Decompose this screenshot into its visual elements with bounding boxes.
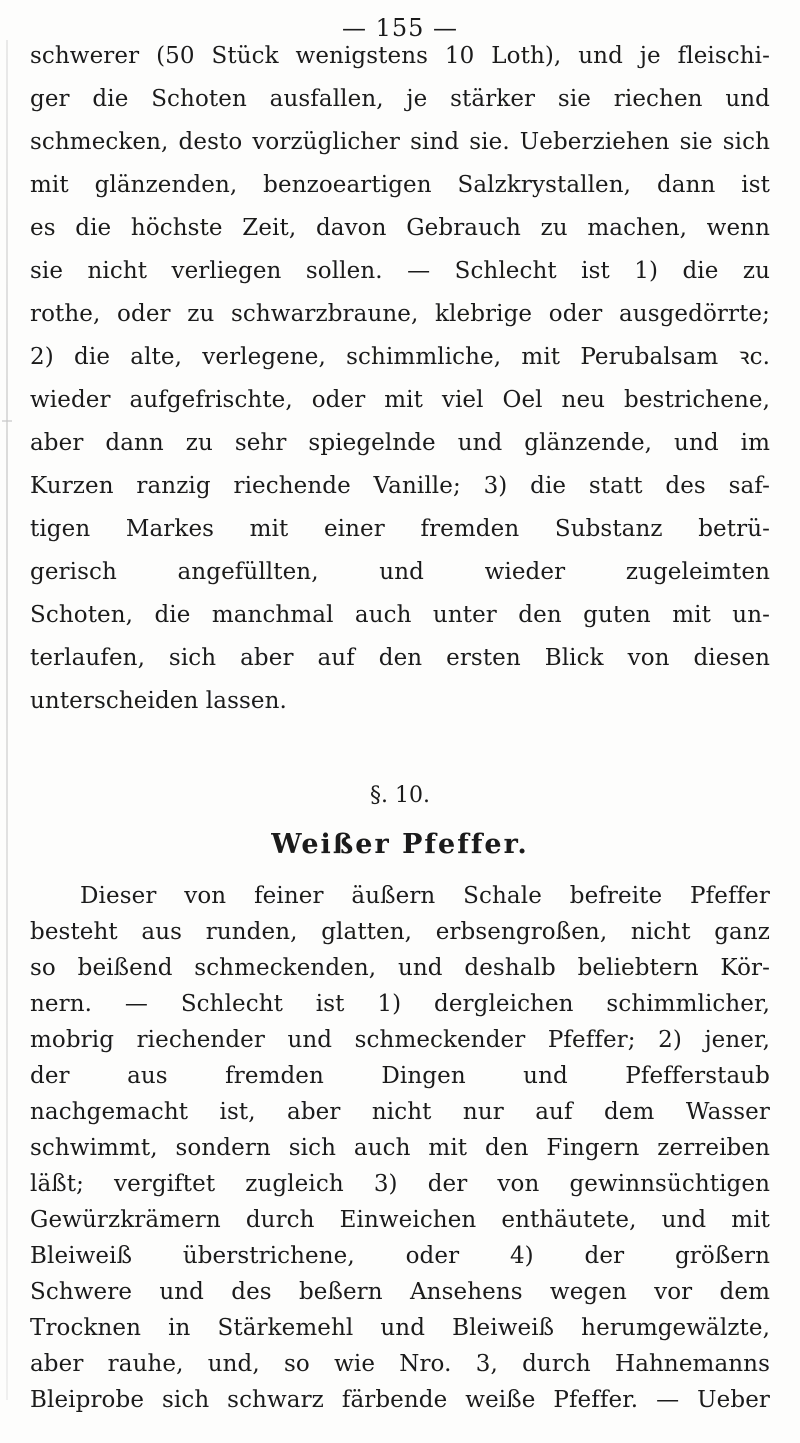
text-line: wieder aufgefrischte, oder mit viel Oel neu bestrichene, bbox=[30, 387, 770, 413]
text-line: Schoten, die manchmal auch unter den guten mit un- bbox=[30, 602, 770, 628]
text-line: der aus fremden Dingen und Pfefferstaub bbox=[30, 1063, 770, 1089]
text-line: ger die Schoten ausfallen, je stärker sie riechen und bbox=[30, 86, 770, 112]
page-number: — 155 — bbox=[341, 14, 459, 42]
text-line: aber rauhe, und, so wie Nro. 3, durch Hahnemanns bbox=[30, 1351, 770, 1377]
section-title: Weißer Pfeffer. bbox=[271, 829, 529, 860]
text-line: mit glänzenden, benzoeartigen Salzkrystallen, dann ist bbox=[30, 172, 770, 198]
text-line: tigen Markes mit einer fremden Substanz betrü- bbox=[30, 516, 770, 542]
text-line: mobrig riechender und schmeckender Pfeffer; 2) jener, bbox=[30, 1027, 770, 1053]
text-line: gerisch angefüllten, und wieder zugeleimten bbox=[30, 559, 770, 585]
binding-shadow bbox=[6, 40, 8, 1400]
text-line: rothe, oder zu schwarzbraune, klebrige oder ausgedörrte; bbox=[30, 301, 770, 327]
text-line: Schwere und des beßern Ansehens wegen vor dem bbox=[30, 1279, 770, 1305]
section-number: §. 10. bbox=[370, 783, 430, 808]
text-line: terlaufen, sich aber auf den ersten Blick von diesen bbox=[30, 645, 770, 671]
text-line: 2) die alte, verlegene, schimmliche, mit Perubalsam ꝛc. bbox=[30, 344, 770, 370]
text-line: schmecken, desto vorzüglicher sind sie. Ueberziehen sie sich bbox=[30, 129, 770, 155]
text-line: läßt; vergiftet zugleich 3) der von gewinnsüchtigen bbox=[30, 1171, 770, 1197]
text-line: schwimmt, sondern sich auch mit den Fingern zerreiben bbox=[30, 1135, 770, 1161]
text-line: nachgemacht ist, aber nicht nur auf dem Wasser bbox=[30, 1099, 770, 1125]
text-line: sie nicht verliegen sollen. — Schlecht ist 1) die zu bbox=[30, 258, 770, 284]
text-line: so beißend schmeckenden, und deshalb beliebtern Kör- bbox=[30, 955, 770, 981]
text-line: Trocknen in Stärkemehl und Bleiweiß herumgewälzte, bbox=[30, 1315, 770, 1341]
text-line: schwerer (50 Stück wenigstens 10 Loth), und je fleischi- bbox=[30, 43, 770, 69]
text-line: Dieser von feiner äußern Schale befreite Pfeffer bbox=[80, 883, 770, 909]
text-line: Bleiprobe sich schwarz färbende weiße Pfeffer. — Ueber bbox=[30, 1387, 770, 1413]
text-line: Bleiweiß überstrichene, oder 4) der größern bbox=[30, 1243, 770, 1269]
text-line: nern. — Schlecht ist 1) dergleichen schimmlicher, bbox=[30, 991, 770, 1017]
text-line: unterscheiden lassen. bbox=[30, 688, 287, 714]
binding-mark bbox=[2, 420, 12, 422]
text-line: Gewürzkrämern durch Einweichen enthäutete, und mit bbox=[30, 1207, 770, 1233]
text-line: es die höchste Zeit, davon Gebrauch zu machen, wenn bbox=[30, 215, 770, 241]
text-line: aber dann zu sehr spiegelnde und glänzende, und im bbox=[30, 430, 770, 456]
text-line: besteht aus runden, glatten, erbsengroßen, nicht ganz bbox=[30, 919, 770, 945]
text-line: Kurzen ranzig riechende Vanille; 3) die statt des saf- bbox=[30, 473, 770, 499]
